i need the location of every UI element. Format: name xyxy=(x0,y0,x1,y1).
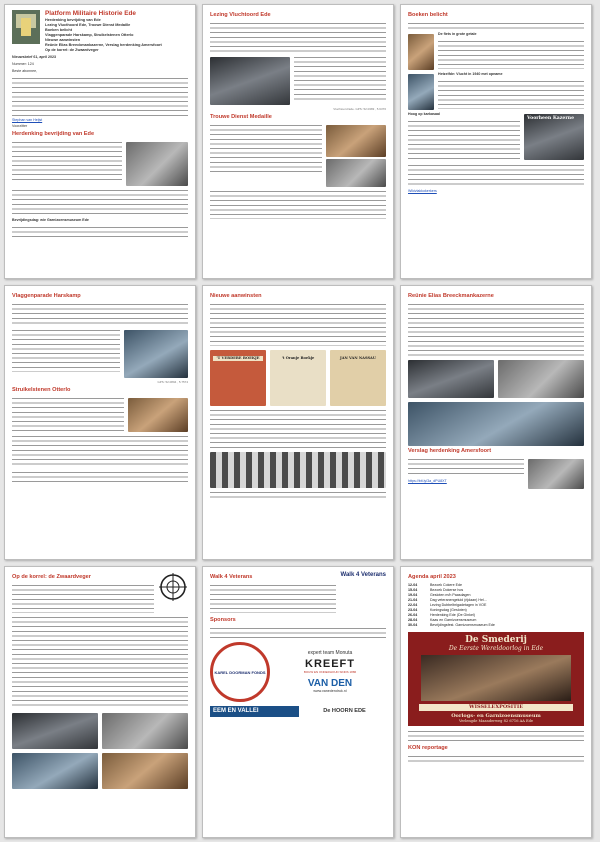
poster-subtitle: De Eerste Wereldoorlog in Ede xyxy=(448,645,544,652)
medaille-photo-1 xyxy=(326,125,386,157)
issue-label: Nieuwsbrief 61, april 2023 xyxy=(12,55,56,59)
lezing-text xyxy=(210,21,386,53)
bevrijdingsdag-heading: Bevrijdingsdag: wie Garnizoensmuseum Ede xyxy=(12,217,89,222)
reunie-photo-3 xyxy=(408,402,584,446)
greeting: Beste abonnee, xyxy=(12,69,38,74)
eem-vallei-logo xyxy=(210,706,299,717)
exhibition-poster xyxy=(408,632,584,726)
karel-doorman-logo-text: KAREL DOORMAN FONDS xyxy=(214,669,266,675)
zwaardveger-photo-4 xyxy=(102,753,188,789)
herdenking-text xyxy=(12,140,122,180)
section-title-lezing: Lezing Vluchtoord Ede xyxy=(210,12,271,18)
author-name[interactable]: Stephan van Heijst xyxy=(12,117,43,122)
medaille-photo-2 xyxy=(326,159,386,187)
boeken-intro xyxy=(408,21,584,30)
lezing-text-2 xyxy=(294,55,386,103)
book-cover-2 xyxy=(408,74,434,110)
agenda-row: 15-04 Bezoek Dokerse hos xyxy=(408,588,464,592)
walk4veterans-logo-text: Walk 4 Veterans xyxy=(340,572,386,578)
book-nassau xyxy=(330,350,386,406)
page-3 xyxy=(400,4,592,279)
lezing-caption: Vluchtoord Ede. GPS: 52.0383 , 5.6376 xyxy=(333,107,386,111)
walk4veterans-logo xyxy=(340,572,386,615)
poster-image xyxy=(421,655,571,701)
book-nassau-title: JAN VAN NASSAU xyxy=(340,356,376,360)
section-title-medaille: Trouwe Dienst Medaille xyxy=(210,113,272,120)
agenda-row: 23-04 Koningsdag (Gesloten) xyxy=(408,608,467,612)
section-title-amersfoort: Verslag herdenking Amersfoort xyxy=(408,448,492,454)
section-title-walk: Walk 4 Veterans xyxy=(210,574,253,580)
kreeft-logo xyxy=(274,658,386,675)
bevrijdingsdag-text xyxy=(12,225,188,239)
section-title-aanwinsten: Nieuwe aanwinsten xyxy=(210,293,262,299)
reunie-photo-2 xyxy=(498,360,584,398)
book-1-title: De fiets in grote getale xyxy=(438,32,477,36)
page-9 xyxy=(400,566,592,838)
agenda-row: 30-04 Bevrijdingsfest. Garnizoensmuseum Ede xyxy=(408,623,495,627)
boeken-text-end xyxy=(408,163,584,187)
de-hoorn-logo-text: De HOORN EDE xyxy=(323,708,366,714)
struikelstenen-text xyxy=(12,396,124,432)
book-cover-3 xyxy=(524,114,584,160)
book-cover-1 xyxy=(408,34,434,70)
eem-vallei-logo-text: EEM EN VALLEI xyxy=(213,708,259,714)
amersfoort-photo xyxy=(528,459,584,489)
contents-line-7: Op de korrel: de Zwaardveger xyxy=(45,48,99,52)
agenda-text-end xyxy=(408,729,584,743)
agenda-row: 21-04 Dag veteranengeluid (rijdaan) Hel... xyxy=(408,598,487,602)
section-title-boeken: Boeken belicht xyxy=(408,12,448,18)
newsletter-title: Platform Militaire Historie Ede xyxy=(45,10,136,17)
reunie-text xyxy=(408,302,584,356)
contents-line-4: Vlaggenparade Harskamp, Struikelstenen Otterlo xyxy=(45,33,134,37)
section-title-struikelstenen: Struikelstenen Otterlo xyxy=(12,386,71,393)
page-5 xyxy=(202,285,394,560)
page-7 xyxy=(4,566,196,838)
agenda-row: 22-04 Lezing Dubbelbrigadetagen in VOE xyxy=(408,603,487,607)
book-verdere-title: 'T VERDERE BOEKJE xyxy=(213,356,263,361)
section-title-herdenking: Herdenking bevrijding van Ede xyxy=(12,130,95,137)
section-title-zwaardveger: Op de korrel: de Zwaardveger xyxy=(12,574,91,580)
medaille-text xyxy=(210,123,322,173)
amersfoort-text xyxy=(408,457,524,477)
book-2-text xyxy=(438,79,584,109)
author-role: Voorzitter xyxy=(12,124,28,129)
vanden-logo xyxy=(274,678,386,694)
page-1 xyxy=(4,4,196,279)
vlaggenparade-text xyxy=(12,302,188,326)
herdenking-photo xyxy=(126,142,188,186)
herdenking-text-2 xyxy=(12,188,188,216)
vanden-logo-text: VAN DEN xyxy=(307,677,353,689)
contents-line-5: Nieuwe aanwinsten xyxy=(45,38,81,42)
medaille-text-2 xyxy=(210,189,386,219)
section-title-agenda: Agenda april 2023 xyxy=(408,574,456,580)
contents-line-2: Lezing Vlucthoord Ede, Troowe Dienst Medaille xyxy=(45,23,131,27)
aanwinsten-fabric-photo xyxy=(210,452,386,488)
karel-doorman-logo xyxy=(210,642,270,702)
agenda-row: 19-04 Gesloten m/h Paasdagen xyxy=(408,593,471,597)
kon-text xyxy=(408,754,584,763)
vanden-logo-subtext: www.vanedendruk.nl xyxy=(313,688,347,693)
section-title-kon: KON reportage xyxy=(408,745,448,752)
contents-line-1: Herdenking bevrijding van Ede xyxy=(45,18,101,22)
vlaggenparade-photo xyxy=(124,330,188,378)
sponsors-text xyxy=(210,626,386,640)
lezing-photo xyxy=(210,57,290,105)
aanwinsten-books xyxy=(210,348,386,408)
contents-line-6: Reünie Elias Breeckmankazerne, Verslag herdenking Amersfoort xyxy=(45,43,162,47)
aanwinsten-list xyxy=(210,408,386,450)
page-8 xyxy=(202,566,394,838)
book-3-text xyxy=(408,119,520,161)
monuta-logo xyxy=(274,651,386,656)
newsletter-logo xyxy=(12,10,40,44)
poster-title: De Smederij xyxy=(465,635,527,645)
section-title-sponsors: Sponsors xyxy=(210,617,236,623)
contents-line-3: Boeken belicht xyxy=(45,28,73,32)
issue-number: Nummer: 124 xyxy=(12,61,34,66)
monuta-logo-text: expert team Monuta xyxy=(307,649,353,656)
struikelstenen-photo xyxy=(128,398,188,432)
kreeft-logo-subtext: BOUW EN ONDERHOUD SINDS 1886 xyxy=(303,670,357,675)
zwaardveger-text-3 xyxy=(12,675,188,709)
agenda-row: 28-04 Kaas en Garnizoensmuseum xyxy=(408,618,477,622)
agenda-row: 26-04 Herdenking Ede (De Ginkel) xyxy=(408,613,475,617)
amersfoort-link[interactable]: https://bit.ly/3a_dPU8XT xyxy=(408,479,447,483)
de-hoorn-logo xyxy=(303,709,386,714)
zwaardveger-photo-2 xyxy=(102,713,188,749)
aanwinsten-text-end xyxy=(210,490,386,499)
masthead xyxy=(12,10,188,53)
poster-museum: Oorlogs- en Garnizoensmuseum xyxy=(451,713,541,719)
page-2 xyxy=(202,4,394,279)
book-verdere xyxy=(210,350,266,406)
agenda-row: 12-04 Bezoek Cokere Ede xyxy=(408,583,462,587)
page-6 xyxy=(400,285,592,560)
zwaardveger-text xyxy=(12,583,154,613)
book-cover-3-title: Voorheen Kazerne xyxy=(527,116,574,121)
reunie-photo-1 xyxy=(408,360,494,398)
vlaggenparade-text-2 xyxy=(12,328,120,372)
agenda-list xyxy=(408,583,584,628)
book-oranje xyxy=(270,350,326,406)
book-2-title: Hetzelfde: Vlucht in 1940 met opname xyxy=(438,72,503,76)
zwaardveger-photo-1 xyxy=(12,713,98,749)
walk-text xyxy=(210,583,336,613)
zwaardveger-photo-3 xyxy=(12,753,98,789)
kreeft-logo-text: KREEFT xyxy=(305,658,355,671)
page-4 xyxy=(4,285,196,560)
boeken-link[interactable]: Wikivlakkokerkers xyxy=(408,188,437,193)
book-1-text xyxy=(438,39,584,69)
struikelstenen-text-3 xyxy=(12,470,188,484)
poster-expo: WISSELEXPOSITIE xyxy=(419,704,573,711)
poster-address: Verlengde Maanderweg 82 6716 AA Ede xyxy=(458,719,534,723)
struikelstenen-text-2 xyxy=(12,434,188,468)
book-oranje-title: 't Oranje Boekje xyxy=(281,356,315,360)
section-title-reunie: Reünie Elias Breeckmankazerne xyxy=(408,293,494,299)
vlaggenparade-gps: GPS: 52.0894 , 5.7574 xyxy=(157,380,188,384)
zwaardveger-text-2 xyxy=(12,615,188,673)
book-3-title: Hoog op karkasaal xyxy=(408,112,440,116)
aanwinsten-text xyxy=(210,302,386,346)
crosshair-icon xyxy=(158,572,188,602)
intro-text xyxy=(12,76,188,116)
section-title-vlaggenparade: Vlaggenparade Harskamp xyxy=(12,293,81,299)
